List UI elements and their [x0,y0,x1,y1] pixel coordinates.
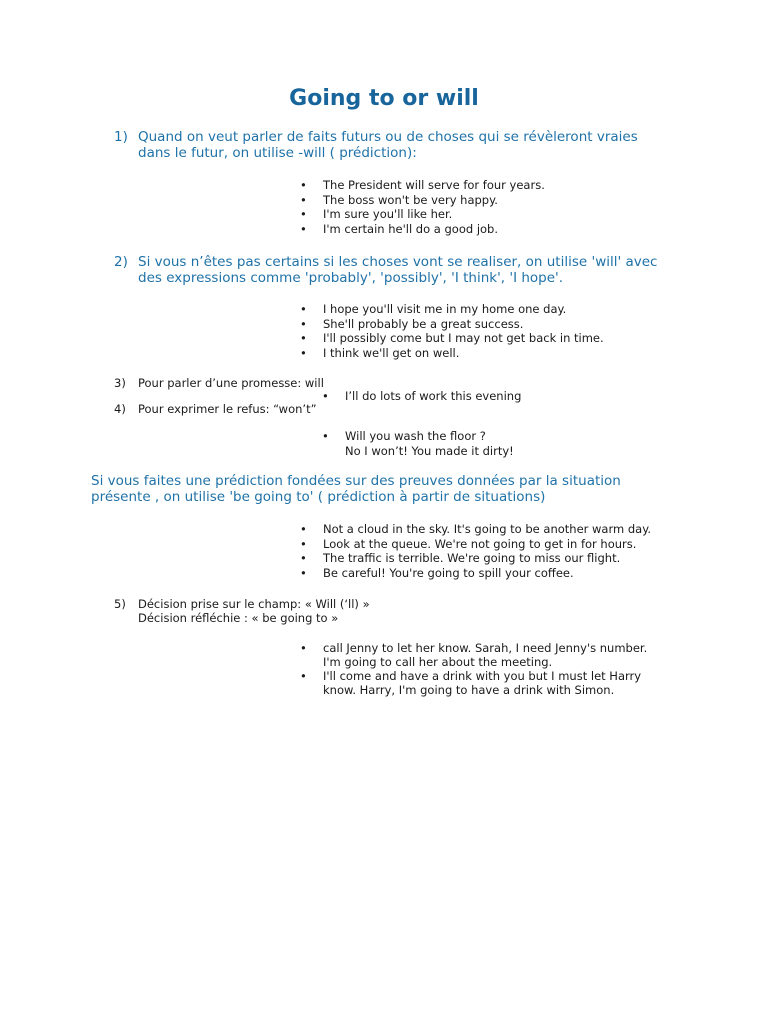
example-text: I'm going to call her about the meeting. [323,655,553,669]
example-text: The President will serve for four years. [323,178,545,192]
bullet-icon: • [300,192,307,207]
example-text: I'm sure you'll like her. [323,207,453,221]
list-item [300,566,651,581]
example-text: The traffic is terrible. We're going to miss our flight. [323,551,621,565]
going-to-heading [91,473,691,505]
going-to-examples [300,522,651,580]
section-1-heading [138,129,678,161]
bullet-icon: • [300,565,307,580]
example-text: She'll probably be a great success. [323,316,524,331]
list-item [300,346,604,361]
section-5-text-line: Décision réfléchie : « be going to » [138,611,339,625]
example-text: No I won’t! You made it dirty! [345,443,514,458]
example-text: know. Harry, I'm going to have a drink with Simon. [323,683,615,697]
list-item [300,207,545,222]
bullet-icon: • [300,331,307,345]
section-4-number: 4) [114,402,126,416]
example-text: Look at the queue. We're not going to get in for hours. [323,536,637,551]
bullet-icon: • [322,429,329,443]
section-2-heading [138,254,678,286]
example-text: I'll come and have a drink with you but I must let Harry [323,669,642,683]
going-to-heading-line: Si vous faites une prédiction fondées sur des preuves données par la situation [91,473,621,489]
bullet-icon: • [300,221,307,236]
bullet-icon: • [300,536,307,551]
section-1-heading-line: Quand on veut parler de faits futurs ou de choses qui se révèleront vraies [138,129,638,145]
going-to-heading-line: présente , on utilise 'be going to' ( prédiction à partir de situations) [91,489,546,505]
list-item [300,522,651,537]
list-item [322,389,521,404]
section-2-heading-line: Si vous n’êtes pas certains si les choses vont se realiser, on utilise 'will' avec [138,254,658,270]
example-text: call Jenny to let her know. Sarah, I need Jenny's number. [323,641,648,655]
bullet-icon: • [300,669,307,683]
section-5-text [138,597,370,625]
example-text: Be careful! You're going to spill your coffee. [323,565,574,580]
bullet-icon: • [300,551,307,565]
section-1-heading-line: dans le futur, on utilise -will ( prédiction): [138,145,417,161]
list-item [300,178,545,193]
section-1-number: 1) [114,129,128,145]
list-item [300,641,647,669]
list-item [300,537,651,552]
bullet-icon: • [300,207,307,221]
list-item [300,551,651,566]
list-item [300,222,545,237]
example-text: I hope you'll visit me in my home one day. [323,302,567,316]
section-2-heading-line: des expressions comme 'probably', 'possibly', 'I think', 'I hope'. [138,270,564,286]
section-5-text-line: Décision prise sur le champ: « Will (‘ll) » [138,597,370,611]
bullet-icon: • [300,316,307,331]
example-text: The boss won't be very happy. [323,192,498,207]
bullet-icon: • [322,389,329,403]
example-text: I’ll do lots of work this evening [345,389,522,403]
section-3-examples [322,389,521,404]
list-item [300,317,604,332]
section-5-number: 5) [114,597,126,611]
section-1-examples [300,178,545,236]
section-3-text: Pour parler d’une promesse: will [138,376,324,390]
list-item [322,429,514,458]
list-item [300,193,545,208]
bullet-icon: • [300,302,307,316]
example-text: I'll possibly come but I may not get back in time. [323,331,604,345]
list-item [300,669,647,697]
bullet-icon: • [300,345,307,360]
section-3-number: 3) [114,376,126,390]
example-text: I'm certain he'll do a good job. [323,221,499,236]
section-4-examples [322,429,514,458]
example-text: Will you wash the floor ? [345,429,486,443]
bullet-icon: • [300,522,307,536]
section-5-examples [300,641,647,697]
example-text: I think we'll get on well. [323,345,460,360]
section-2-number: 2) [114,254,128,270]
section-2-examples [300,302,604,360]
page-title: Going to or will [289,86,479,111]
list-item [300,302,604,317]
bullet-icon: • [300,178,307,192]
bullet-icon: • [300,641,307,655]
section-4-text: Pour exprimer le refus: “won’t” [138,402,317,416]
example-text: Not a cloud in the sky. It's going to be another warm day. [323,522,652,536]
list-item [300,331,604,346]
